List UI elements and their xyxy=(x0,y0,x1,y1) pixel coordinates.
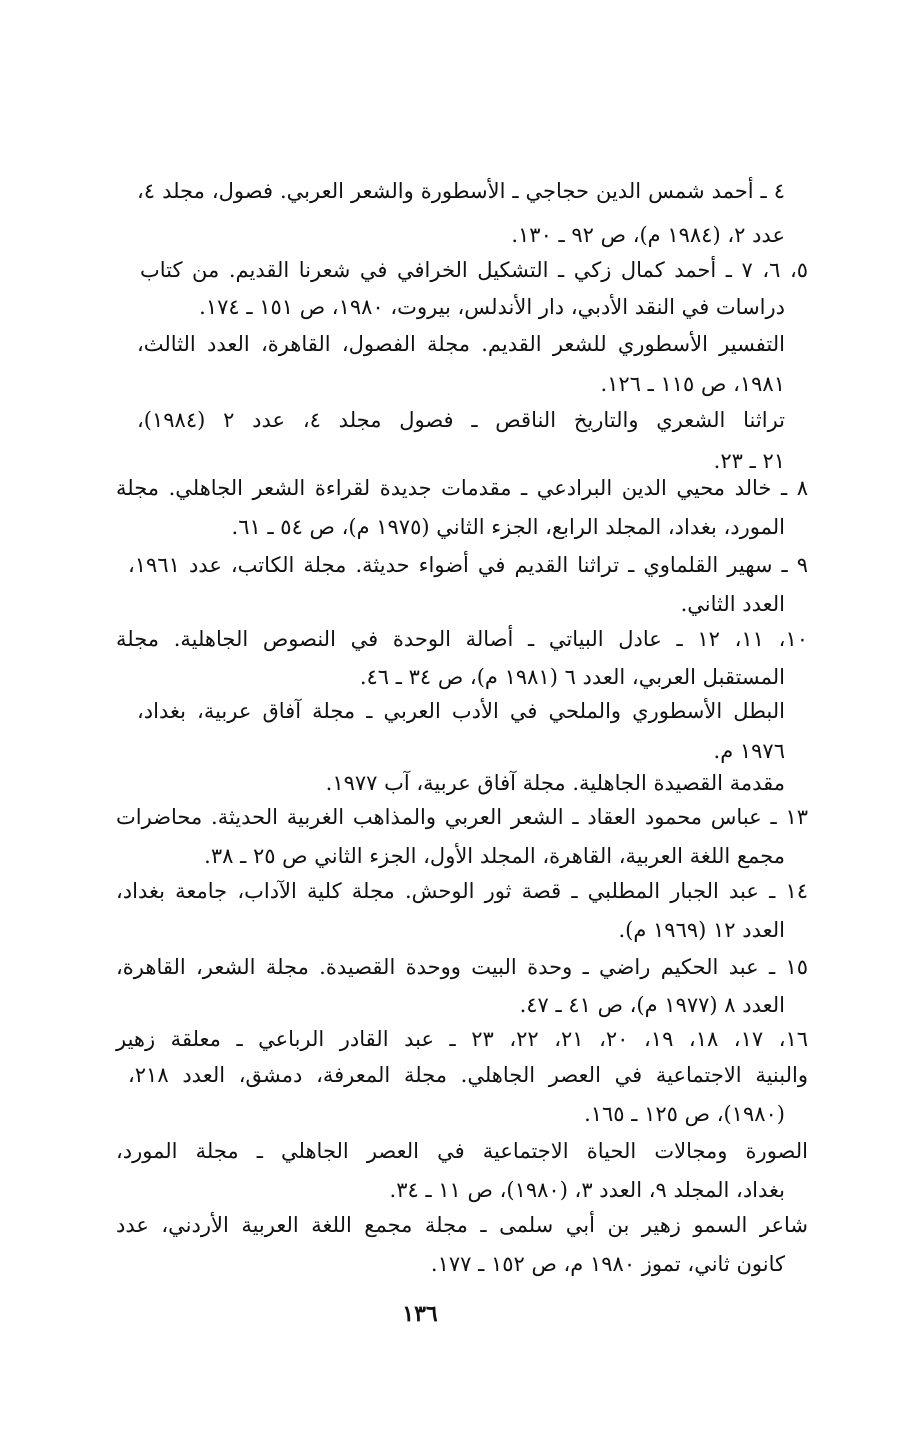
reference-line: العدد الثاني. xyxy=(680,592,785,616)
reference-line: ١٩٧٦ م. xyxy=(713,739,785,763)
reference-line: مقدمة القصيدة الجاهلية. مجلة آفاق عربية، آب ١٩٧٧. xyxy=(325,771,785,795)
reference-line: دراسات في النقد الأدبي، دار الأندلس، بيروت، ١٩٨٠، ص ١٥١ ـ ١٧٤. xyxy=(199,295,785,319)
reference-line: ٥، ٦، ٧ ـ أحمد كمال زكي ـ التشكيل الخرافي في شعرنا القديم. من كتاب xyxy=(140,258,809,282)
reference-line: ١٥ ـ عبد الحكيم راضي ـ وحدة البيت ووحدة القصيدة. مجلة الشعر، القاهرة، xyxy=(116,955,808,979)
reference-line: والبنية الاجتماعية في العصر الجاهلي. مجلة المعرفة، دمشق، العدد ٢١٨، xyxy=(128,1063,808,1087)
reference-line: المستقبل العربي، العدد ٦ (١٩٨١ م)، ص ٣٤ ـ ٤٦. xyxy=(359,665,785,689)
reference-line: العدد ١٢ (١٩٦٩ م). xyxy=(618,918,785,942)
reference-line: ١٦، ١٧، ١٨، ١٩، ٢٠، ٢١، ٢٢، ٢٣ ـ عبد القادر الرباعي ـ معلقة زهير xyxy=(116,1027,809,1051)
reference-line: العدد ٨ (١٩٧٧ م)، ص ٤١ ـ ٤٧. xyxy=(519,993,785,1017)
page-number: ١٣٦ xyxy=(402,1301,438,1327)
reference-line: ١٩٨١، ص ١١٥ ـ ١٢٦. xyxy=(600,372,785,396)
reference-line: بغداد، المجلد ٩، العدد ٣، (١٩٨٠)، ص ١١ ـ ٣٤. xyxy=(389,1178,785,1202)
reference-line: المورد، بغداد، المجلد الرابع، الجزء الثاني (١٩٧٥ م)، ص ٥٤ ـ ٦١. xyxy=(231,515,785,539)
reference-line: ٩ ـ سهير القلماوي ـ تراثنا القديم في أضواء حديثة. مجلة الكاتب، عدد ١٩٦١، xyxy=(128,553,809,577)
reference-line: تراثنا الشعري والتاريخ الناقص ـ فصول مجلد ٤، عدد ٢ (١٩٨٤)، xyxy=(137,408,785,432)
reference-line: مجمع اللغة العربية، القاهرة، المجلد الأول، الجزء الثاني ص ٢٥ ـ ٣٨. xyxy=(204,844,785,868)
reference-line: ١٤ ـ عبد الجبار المطلبي ـ قصة ثور الوحش. مجلة كلية الآداب، جامعة بغداد، xyxy=(116,879,808,903)
reference-line: شاعر السمو زهير بن أبي سلمى ـ مجلة مجمع اللغة العربية الأردني، عدد xyxy=(116,1213,808,1237)
reference-line: كانون ثاني، تموز ١٩٨٠ م، ص ١٥٢ ـ ١٧٧. xyxy=(430,1252,785,1276)
reference-line: ١٠، ١١، ١٢ ـ عادل البياتي ـ أصالة الوحدة في النصوص الجاهلية. مجلة xyxy=(116,627,809,651)
reference-line: الصورة ومجالات الحياة الاجتماعية في العصر الجاهلي ـ مجلة المورد، xyxy=(116,1139,808,1163)
reference-line: التفسير الأسطوري للشعر القديم. مجلة الفصول، القاهرة، العدد الثالث، xyxy=(137,332,785,356)
reference-line: ١٣ ـ عباس محمود العقاد ـ الشعر العربي والمذاهب الغربية الحديثة. محاضرات xyxy=(116,805,808,829)
reference-line: ٤ ـ أحمد شمس الدين حجاجي ـ الأسطورة والشعر العربي. فصول، مجلد ٤، xyxy=(137,179,785,203)
reference-line: ٢١ ـ ٢٣. xyxy=(713,449,785,473)
reference-line: البطل الأسطوري والملحي في الأدب العربي ـ مجلة آفاق عربية، بغداد، xyxy=(137,699,785,723)
reference-line: (١٩٨٠)، ص ١٢٥ ـ ١٦٥. xyxy=(584,1102,785,1126)
reference-line: ٨ ـ خالد محيي الدين البرادعي ـ مقدمات جديدة لقراءة الشعر الجاهلي. مجلة xyxy=(116,476,808,500)
reference-line: عدد ٢، (١٩٨٤ م)، ص ٩٢ ـ ١٣٠. xyxy=(511,223,785,247)
